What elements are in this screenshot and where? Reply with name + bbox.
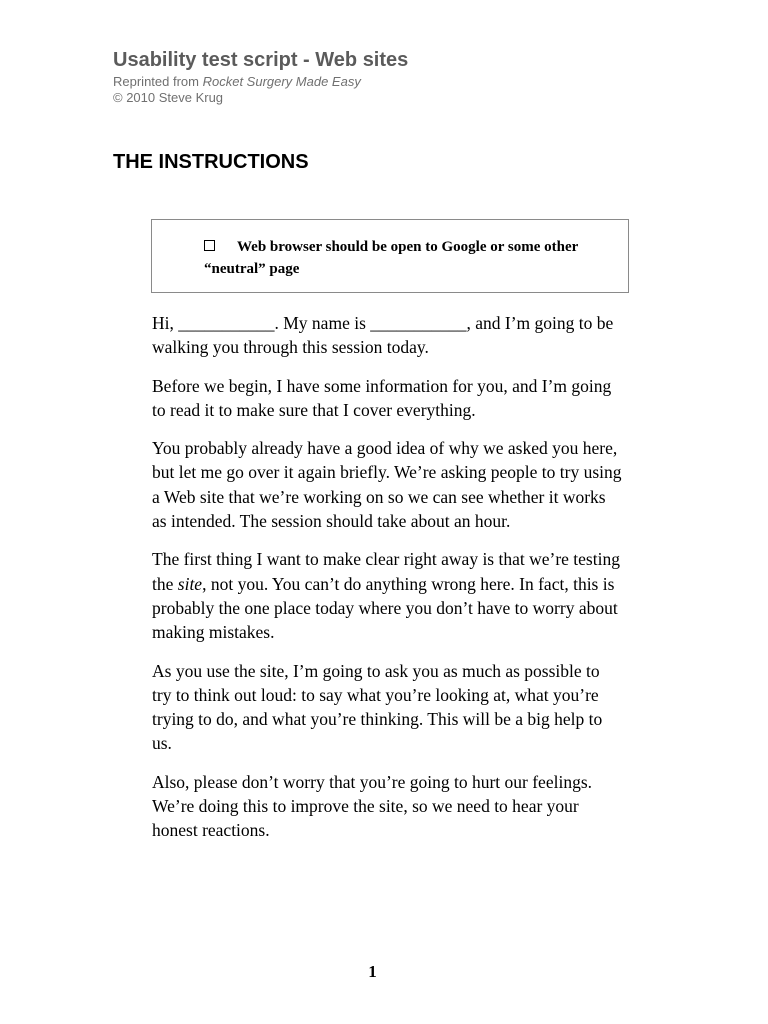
paragraph-testing-site-end: , not you. You can’t do anything wrong here. In fact, this is probably the one place today where you don’t have to worry about making mistakes.	[152, 573, 618, 643]
script-body	[152, 311, 622, 857]
paragraph-honest-reactions: Also, please don’t worry that you’re going to hurt our feelings. We’re doing this to improve the site, so we need to hear your honest reactions.	[152, 771, 593, 841]
paragraph-testing-site-start: The first thing I want to make clear right away is that we’re testing the	[152, 549, 620, 594]
setup-checklist-item	[204, 236, 614, 280]
checkbox-icon	[204, 240, 215, 251]
reprint-prefix: Reprinted from	[113, 74, 203, 89]
emphasis-site: site	[177, 573, 203, 594]
copyright-line: © 2010 Steve Krug	[113, 90, 224, 105]
paragraph-think-aloud: As you use the site, I’m going to ask you as much as possible to try to think out loud: to say what you’re looking at, what you’re trying to do, and what you’re thinking. This will be a big help to us.	[152, 660, 603, 754]
paragraph-purpose: You probably already have a good idea of why we asked you here, but let me go over it again briefly. We’re asking people to try using a Web site that we’re working on so we can see whether it works as intended. The session should take about an hour.	[152, 438, 622, 532]
setup-note-box	[151, 219, 629, 293]
page-number: 1	[368, 962, 377, 981]
document-header	[113, 46, 673, 106]
book-title: Rocket Surgery Made Easy	[202, 74, 361, 89]
setup-note-text: Web browser should be open to Google or some other “neutral” page	[204, 239, 578, 277]
section-heading: THE INSTRUCTIONS	[113, 151, 309, 173]
document-title: Usability test script - Web sites	[113, 49, 409, 71]
reprint-line	[113, 74, 673, 90]
paragraph-greeting: Hi, ___________. My name is ___________, and I’m going to be walking you through this session today.	[152, 313, 614, 358]
paragraph-testing-site	[152, 547, 622, 644]
paragraph-information: Before we begin, I have some information for you, and I’m going to read it to make sure that I cover everything.	[152, 375, 612, 420]
